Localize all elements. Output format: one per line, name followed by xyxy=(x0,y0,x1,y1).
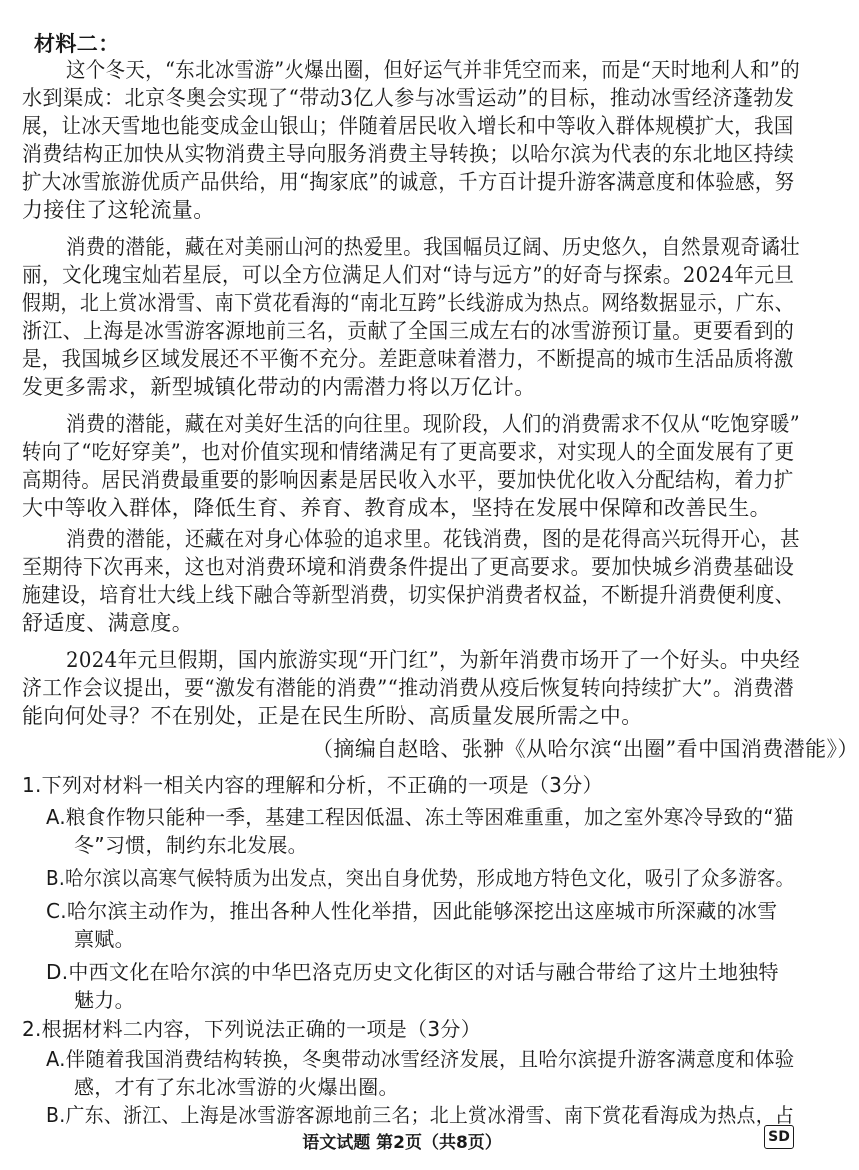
question-2-option-a-cont: 感，才有了东北冰雪游的火爆出圈。 xyxy=(74,1075,399,1099)
paragraph-line: 高期待。居民消费最重要的影响因素是居民收入水平，要加快优化收入分配结构，着力扩 xyxy=(22,468,794,492)
question-2-option-b: B.广东、浙江、上海是冰雪游客源地前三名；北上赏冰滑雪、南下赏花看海成为热点，占 xyxy=(46,1103,795,1127)
paragraph-line: 是，我国城乡区域发展还不平衡不充分。差距意味着潜力，不断提高的城市生活品质将激 xyxy=(22,347,794,371)
paragraph-line: 发更多需求，新型城镇化带动的内需潜力将以万亿计。 xyxy=(22,375,536,399)
paragraph-line: 扩大冰雪旅游优质产品供给，用“掏家底”的诚意，千方百计提升游客满意度和体验感，努 xyxy=(22,170,795,194)
question-2-stem: 2.根据材料二内容，下列说法正确的一项是（3分） xyxy=(22,1017,482,1041)
paragraph-line: 至期待下次再来，这也对消费环境和消费条件提出了更高要求。要加快城乡消费基础设 xyxy=(22,555,795,579)
paragraph-line: 舒适度、满意度。 xyxy=(22,611,194,635)
question-1-option-d: D.中西文化在哈尔滨的中华巴洛克历史文化街区的对话与融合带给了这片土地独特 xyxy=(46,960,779,984)
page-footer: 语文试题 第2页（共8页） xyxy=(302,1133,502,1153)
question-2-option-a: A.伴随着我国消费结构转换，冬奥带动冰雪经济发展，且哈尔滨提升游客满意度和体验 xyxy=(46,1047,795,1071)
paragraph-line: 消费的潜能，藏在对美好生活的向往里。现阶段，人们的消费需求不仅从“吃饱穿暖” xyxy=(66,412,801,436)
paragraph-line: 能向何处寻？不在别处，正是在民生所盼、高质量发展所需之中。 xyxy=(22,704,643,728)
material-title: 材料二： xyxy=(34,32,120,56)
paragraph-line: 水到渠成：北京冬奥会实现了“带动3亿人参与冰雪运动”的目标，推动冰雪经济蓬勃发 xyxy=(22,86,795,110)
question-1-stem: 1.下列对材料一相关内容的理解和分析，不正确的一项是（3分） xyxy=(22,773,603,797)
question-1-option-d-cont: 魅力。 xyxy=(74,988,135,1012)
paragraph-line: 消费的潜能，还藏在对身心体验的追求里。花钱消费，图的是花得高兴玩得开心，甚 xyxy=(66,527,801,551)
paragraph-line: 转向了“吃好穿美”，也对价值实现和情绪满足有了更高要求，对实现人的全面发展有了更 xyxy=(22,440,795,464)
paragraph-line: 大中等收入群体，降低生育、养育、教育成本，坚持在发展中保障和改善民生。 xyxy=(22,496,771,520)
paragraph-line: 这个冬天，“东北冰雪游”火爆出圈，但好运气并非凭空而来，而是“天时地利人和”的 xyxy=(66,58,800,82)
paragraph-line: 展，让冰天雪地也能变成金山银山；伴随着居民收入增长和中等收入群体规模扩大，我国 xyxy=(22,114,794,138)
source-citation: （摘编自赵晗、张翀《从哈尔滨“出圈”看中国消费潜能》） xyxy=(312,737,859,761)
paragraph-line: 济工作会议提出，要“激发有潜能的消费”“推动消费从疫后恢复转向持续扩大”。消费潜 xyxy=(22,676,794,700)
question-1-option-a-cont: 冬”习惯，制约东北发展。 xyxy=(74,833,308,857)
paragraph-line: 力接住了这轮流量。 xyxy=(22,198,215,222)
paragraph-line: 2024年元旦假期，国内旅游实现“开门红”，为新年消费市场开了一个好头。中央经 xyxy=(66,648,801,672)
paragraph-line: 施建设，培育壮大线上线下融合等新型消费，切实保护消费者权益，不断提升消费便利度、 xyxy=(22,583,795,607)
question-1-option-c-cont: 禀赋。 xyxy=(74,927,135,951)
question-1-option-b: B.哈尔滨以高寒气候特质为出发点，突出自身优势，形成地方特色文化，吸引了众多游客。 xyxy=(46,866,795,890)
paragraph-line: 消费结构正加快从实物消费主导向服务消费主导转换；以哈尔滨为代表的东北地区持续 xyxy=(22,142,795,166)
paragraph-line: 消费的潜能，藏在对美丽山河的热爱里。我国幅员辽阔、历史悠久，自然景观奇谲壮 xyxy=(66,235,801,259)
question-1-option-a: A.粮食作物只能种一季，基建工程因低温、冻土等困难重重，加之室外寒冷导致的“猫 xyxy=(46,805,794,829)
paragraph-line: 浙江、上海是冰雪游客源地前三名，贡献了全国三成左右的冰雪游预订量。更要看到的 xyxy=(22,319,795,343)
corner-mark: SD xyxy=(764,1125,794,1149)
paragraph-line: 丽，文化瑰宝灿若星辰，可以全方位满足人们对“诗与远方”的好奇与探索。2024年元旦 xyxy=(22,263,795,287)
question-1-option-c: C.哈尔滨主动作为，推出各种人性化举措，因此能够深挖出这座城市所深藏的冰雪 xyxy=(46,899,778,923)
paragraph-line: 假期，北上赏冰滑雪、南下赏花看海的“南北互跨”长线游成为热点。网络数据显示，广东、 xyxy=(22,291,794,315)
